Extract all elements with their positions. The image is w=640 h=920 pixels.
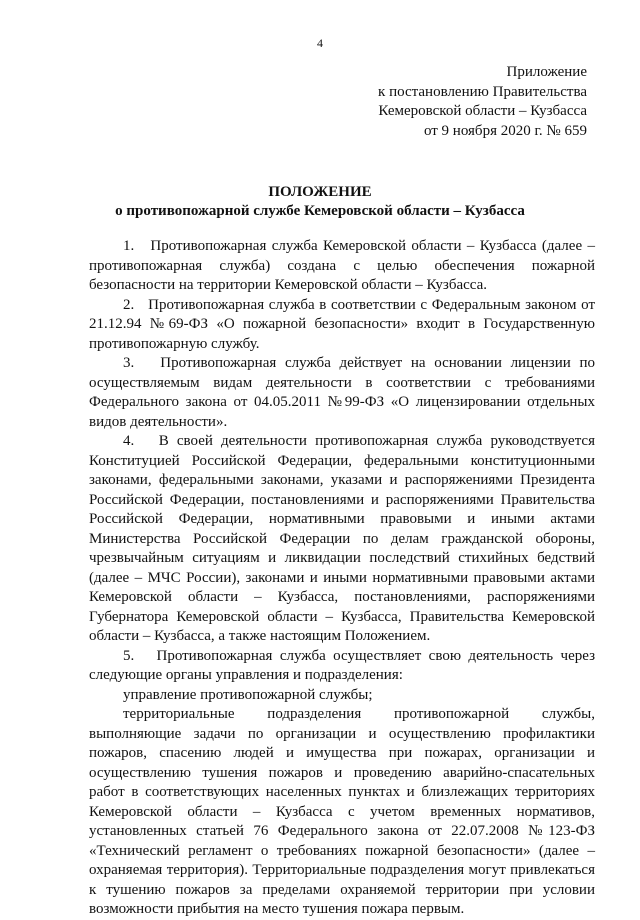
appendix-line: Приложение (506, 64, 587, 80)
paragraph-2: 2. Противопожарная служба в соответствии с Федеральным законом от 21.12.94 №69-ФЗ «О пожарной безопасности» входит в Государственную противопожарную службу. (89, 296, 595, 352)
page-number: 4 (317, 36, 323, 50)
appendix-line: к постановлению Правительства (378, 83, 587, 100)
list-item-territorial-units: территориальные подразделения противопожарной службы, выполняющие задачи по организации и осуществлению профилактики пожаров, спасению людей и имущества при пожарах, организации и осуществлению тушения пожаров и проведению аварийно-спасательных работ в соответствующих населенных пунктах и близлежащих территориях Кемеровской области – Кузбасса с учетом временных нормативов, установленных статьей 76 Федерального закона от 22.07.2008 №123-ФЗ «Технический регламент о требованиях пожарной безопасности» (далее – охраняемая территория). Территориальные подразделения могут привлекаться к тушению пожаров за пределами охраняемой территории при условии возможности прибытия на место тушения пожара первым. (89, 706, 595, 917)
paragraph-4: 4. В своей деятельности противопожарная служба руководствуется Конституцией Российской Федерации, федеральными конституционными законами, федеральными законами, указами и распоряжениями Президента Российской Федерации, постановлениями и распоряжениями Правительства Российской Федерации, нормативными правовыми и иными актами Министерства Российской Федерации по делам гражданской обороны, чрезвычайным ситуациям и ликвидации последствий стихийных бедствий (далее – МЧС России), законами и иными нормативными правовыми актами Кемеровской области – Кузбасса, постановлениями, распоряжениями Губернатора Кемеровской области – Кузбасса, Правительства Кемеровской области – Кузбасса, а также настоящим Положением. (89, 433, 595, 644)
paragraph-5: 5. Противопожарная служба осуществляет свою деятельность через следующие органы управления и подразделения: (89, 647, 595, 683)
paragraph-1: 1. Противопожарная служба Кемеровской области – Кузбасса (далее – противопожарная служба) создана с целью обеспечения пожарной безопасности на территории Кемеровской области – Кузбасса. (89, 238, 595, 293)
document-title-block (0, 183, 640, 221)
document-title: ПОЛОЖЕНИЕ (268, 184, 372, 200)
appendix-line: от 9 ноября 2020 г. № 659 (423, 122, 587, 139)
appendix-line: Кемеровской области – Кузбасса (378, 103, 587, 119)
appendix-header (287, 63, 587, 141)
paragraph-3: 3. Противопожарная служба действует на основании лицензии по осуществляемым видам деятельности в соответствии с требованиями Федерального закона от 04.05.2011 №99-ФЗ «О лицензировании отдельных видов деятельности». (89, 355, 595, 430)
document-body (89, 237, 595, 920)
list-item-management: управление противопожарной службы; (123, 686, 373, 703)
document-subtitle: о противопожарной службе Кемеровской области – Кузбасса (115, 203, 525, 219)
